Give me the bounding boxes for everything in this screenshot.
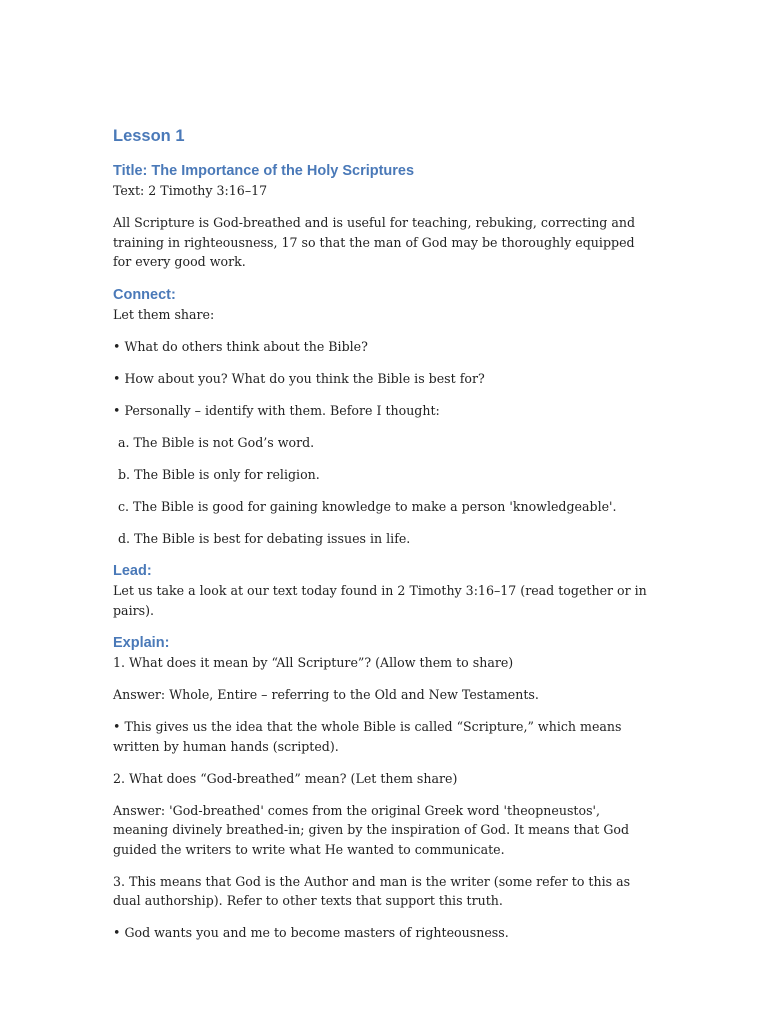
- bullet-item: • Personally – identify with them. Before I thought:: [113, 401, 653, 421]
- document-page: [113, 125, 653, 943]
- lead-paragraph: Let us take a look at our text today found in 2 Timothy 3:16–17 (read together or in pairs).: [113, 583, 647, 618]
- connect-intro: Let them share:: [113, 306, 215, 322]
- answer-2: Answer: 'God-breathed' comes from the original Greek word 'theopneustos', meaning divinely breathed-in; given by the inspiration of God. It means that God guided the writers to write what He wanted to communicate.: [113, 802, 630, 857]
- question-2: 2. What does “God-breathed” mean? (Let them share): [113, 770, 458, 786]
- explain-heading: Explain:: [113, 635, 170, 651]
- lesson-heading: Lesson 1: [113, 127, 185, 145]
- question-1: 1. What does it mean by “All Scripture”? (Allow them to share): [113, 655, 514, 670]
- list-item: c. The Bible is good for gaining knowledge to make a person 'knowledgeable'.: [118, 498, 617, 514]
- title-heading: Title: The Importance of the Holy Scriptures: [113, 163, 415, 179]
- list-item: a. The Bible is not God’s word.: [118, 434, 315, 450]
- lead-heading: Lead:: [113, 563, 152, 579]
- bullet-item: • This gives us the idea that the whole Bible is called “Scripture,” which means written by human hands (scripted).: [113, 717, 653, 756]
- bullet-item: • What do others think about the Bible?: [113, 337, 653, 357]
- bullet-item: • How about you? What do you think the Bible is best for?: [113, 369, 653, 389]
- point-3: 3. This means that God is the Author and man is the writer (some refer to this as dual authorship). Refer to other texts that support this truth.: [113, 873, 631, 908]
- scripture-paragraph: All Scripture is God-breathed and is useful for teaching, rebuking, correcting and training in righteousness, 17 so that the man of God may be thoroughly equipped for every good work.: [113, 215, 636, 269]
- connect-heading: Connect:: [113, 286, 176, 303]
- text-reference: Text: 2 Timothy 3:16–17: [113, 183, 268, 198]
- bullet-item: • God wants you and me to become masters of righteousness.: [113, 923, 653, 943]
- answer-1: Answer: Whole, Entire – referring to the Old and New Testaments.: [113, 687, 539, 702]
- list-item: d. The Bible is best for debating issues in life.: [118, 530, 411, 546]
- list-item: b. The Bible is only for religion.: [118, 466, 320, 482]
